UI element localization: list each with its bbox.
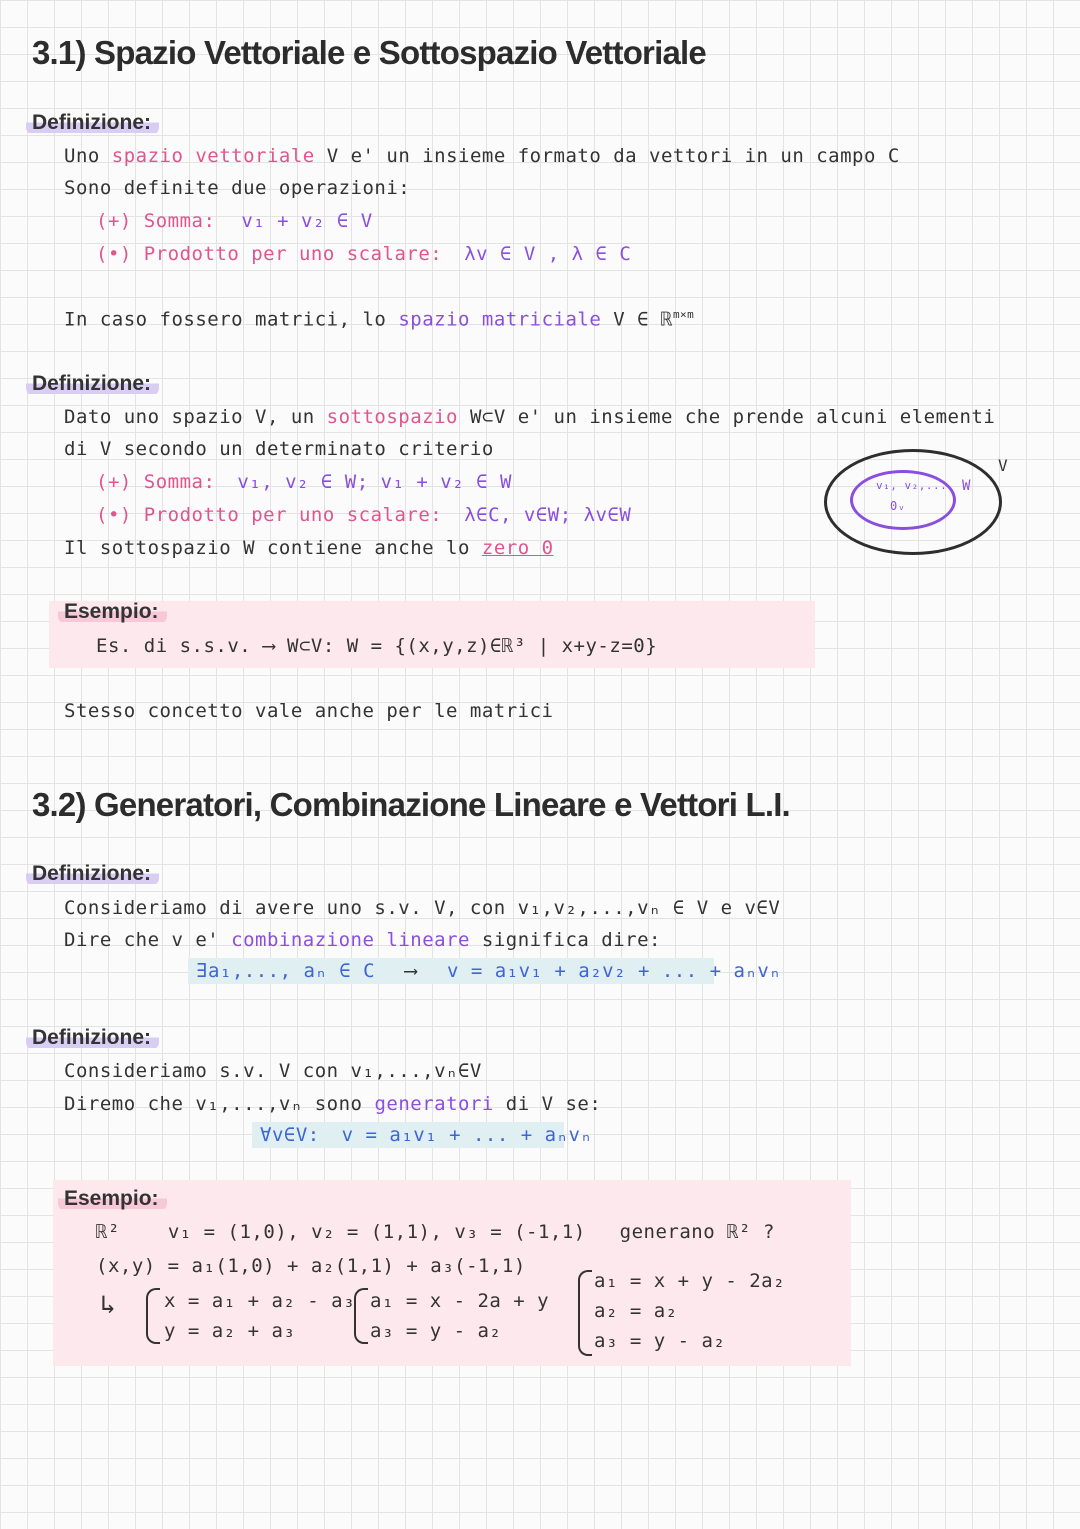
def2-line1-a: Dato uno spazio V, un xyxy=(64,406,315,428)
formula-forall: ∀v∈V: xyxy=(260,1124,320,1146)
def2-line1-c: W⊂V e' un insieme che prende alcuni elementi xyxy=(469,406,996,428)
example-1-line: Es. di s.s.v. ⟶ W⊂V: W = {(x,y,z)∈ℝ³ | x+y-z=0} xyxy=(96,635,658,657)
def2-line1 xyxy=(64,406,995,428)
brace-icon xyxy=(146,1288,160,1344)
s2-def1-line2-c: significa dire: xyxy=(481,929,661,951)
def1-line3 xyxy=(96,210,373,232)
definition-label: Definizione: xyxy=(26,372,159,396)
def1-line1-c: V e' un insieme formato da vettori in un campo C xyxy=(326,145,900,167)
term-combinazione-lineare: combinazione lineare xyxy=(231,929,470,951)
def2-line5 xyxy=(64,537,554,559)
op-somma-formula: v₁, v₂ ∈ W; v₁ + v₂ ∈ W xyxy=(237,471,512,493)
brace-icon xyxy=(578,1270,592,1356)
section-title-3-1: 3.1) Spazio Vettoriale e Sottospazio Vettoriale xyxy=(32,34,706,71)
op-somma-formula: v₁ + v₂ ∈ V xyxy=(241,210,373,232)
definition-label: Definizione: xyxy=(26,111,159,135)
system-b-eq2: a₃ = y - a₂ xyxy=(370,1320,502,1342)
system-c-eq2: a₂ = a₂ xyxy=(594,1300,678,1322)
s2-def2-line2 xyxy=(64,1093,601,1115)
term-spazio-vettoriale: spazio vettoriale xyxy=(111,145,315,167)
def1-line5-sup: m×m xyxy=(672,308,695,321)
formula-comb: v = a₁v₁ + a₂v₂ + ... + aₙvₙ xyxy=(446,960,782,982)
term-zero: zero 0 xyxy=(481,537,554,559)
def1-line4 xyxy=(96,243,631,265)
def1-line5 xyxy=(64,308,694,330)
example-2-line1 xyxy=(96,1221,775,1243)
example-label: Esempio: xyxy=(58,1187,167,1211)
term-sottospazio: sottospazio xyxy=(326,406,459,428)
note-matrici: Stesso concetto vale anche per le matrici xyxy=(64,700,554,722)
venn-elements: v₁, v₂,... xyxy=(876,479,948,492)
formula-combinazione xyxy=(188,958,782,984)
venn-label-v: V xyxy=(998,456,1009,475)
def1-line1 xyxy=(64,145,900,167)
s2-def2-line2-c: di V se: xyxy=(505,1093,602,1115)
def1-line1-a: Uno xyxy=(64,145,100,167)
formula-arrow: ⟶ xyxy=(405,960,417,982)
system-a-eq2: y = a₂ + a₃ xyxy=(164,1320,296,1342)
term-generatori: generatori xyxy=(374,1093,494,1115)
op-prodotto-formula: λ∈C, v∈W; λv∈W xyxy=(464,504,632,526)
hook-arrow-icon: ↳ xyxy=(100,1290,117,1320)
definition-label: Definizione: xyxy=(26,862,159,886)
def1-line5-a: In caso fossero matrici, lo xyxy=(64,308,387,331)
s2-def2-line1: Consideriamo s.v. V con v₁,...,vₙ∈V xyxy=(64,1060,482,1082)
def2-line3 xyxy=(96,471,512,493)
system-b-eq1: a₁ = x - 2a + y xyxy=(370,1290,550,1312)
formula-gen: v = a₁v₁ + ... + aₙvₙ xyxy=(341,1124,593,1146)
def2-line5-a: Il sottospazio W contiene anche lo xyxy=(64,537,470,559)
venn-zero: 0ᵥ xyxy=(890,499,906,513)
def2-line2: di V secondo un determinato criterio xyxy=(64,438,494,460)
op-somma: (+) Somma: xyxy=(96,210,216,232)
example-label: Esempio: xyxy=(58,600,167,624)
s2-def1-line2-a: Dire che v e' xyxy=(64,929,220,951)
definition-label: Definizione: xyxy=(26,1026,159,1050)
op-prodotto: (•) Prodotto per uno scalare: xyxy=(96,504,443,526)
formula-generatori xyxy=(252,1122,593,1148)
system-c-eq1: a₁ = x + y - 2a₂ xyxy=(594,1270,786,1292)
system-a-eq1: x = a₁ + a₂ - a₃ xyxy=(164,1290,356,1312)
system-c-eq3: a₃ = y - a₂ xyxy=(594,1330,726,1352)
venn-label-w: W xyxy=(962,478,971,494)
def1-line5-c: V ∈ ℝ xyxy=(613,308,673,331)
def1-line2: Sono definite due operazioni: xyxy=(64,177,411,199)
brace-icon xyxy=(354,1288,368,1344)
s2-def1-line1: Consideriamo di avere uno s.v. V, con v₁,v₂,...,vₙ ∈ V e v∈V xyxy=(64,897,781,919)
section-title-3-2: 3.2) Generatori, Combinazione Lineare e Vettori L.I. xyxy=(32,786,790,823)
formula-exists: ∃a₁,..., aₙ ∈ C xyxy=(196,960,376,982)
example-2-r2: ℝ² xyxy=(96,1221,120,1243)
op-somma: (+) Somma: xyxy=(96,471,216,493)
s2-def2-line2-a: Diremo che v₁,...,vₙ sono xyxy=(64,1093,363,1115)
op-prodotto: (•) Prodotto per uno scalare: xyxy=(96,243,443,265)
s2-def1-line2 xyxy=(64,929,661,951)
example-2-vectors: v₁ = (1,0), v₂ = (1,1), v₃ = (-1,1) xyxy=(167,1221,586,1243)
example-2-equation: (x,y) = a₁(1,0) + a₂(1,1) + a₃(-1,1) xyxy=(96,1255,526,1277)
def2-line4 xyxy=(96,504,631,526)
example-2-question: generano ℝ² ? xyxy=(619,1221,775,1243)
term-spazio-matriciale: spazio matriciale xyxy=(398,308,602,331)
op-prodotto-formula: λv ∈ V , λ ∈ C xyxy=(464,243,632,265)
